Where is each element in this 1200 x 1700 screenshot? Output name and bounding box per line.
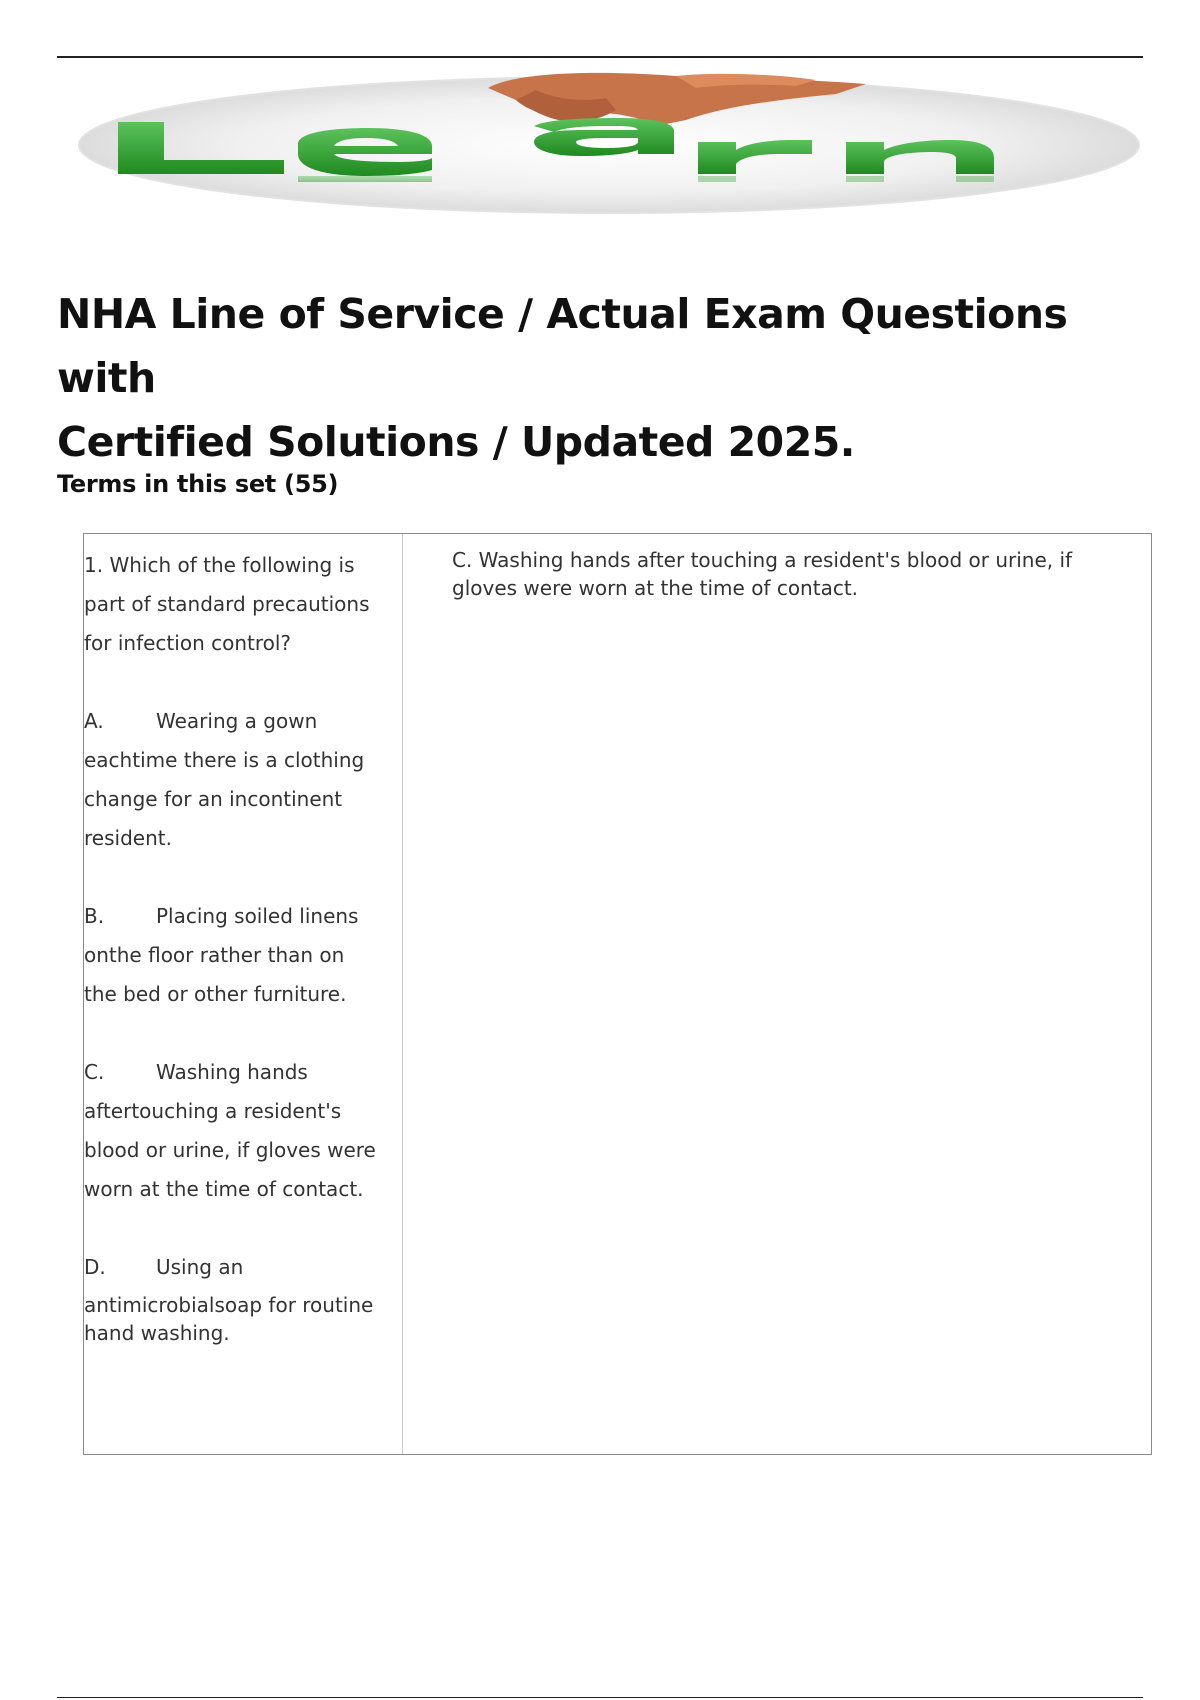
option-d-text: Using an bbox=[156, 1255, 244, 1279]
option-a-text: Wearing a gown bbox=[156, 709, 318, 733]
flashcard bbox=[83, 533, 1152, 1455]
option-a-letter: A. bbox=[84, 709, 104, 733]
document-title-line-1: NHA Line of Service / Actual Exam Questions with bbox=[57, 290, 1068, 402]
top-rule bbox=[57, 56, 1143, 58]
option-c-line: aftertouching a resident's bbox=[84, 1099, 342, 1123]
option-c-line: blood or urine, if gloves were bbox=[84, 1138, 376, 1162]
answer-line: C. Washing hands after touching a resident's blood or urine, if bbox=[452, 548, 1073, 572]
option-b-line: onthe floor rather than on bbox=[84, 943, 345, 967]
option-c-letter: C. bbox=[84, 1060, 105, 1084]
option-c-line bbox=[84, 1053, 384, 1092]
option-d-line: hand washing. bbox=[84, 1321, 230, 1345]
option-a-line bbox=[84, 702, 384, 741]
document-title-line-2: Certified Solutions / Updated 2025. bbox=[57, 418, 855, 466]
learn-logo bbox=[76, 70, 1142, 220]
column-divider bbox=[402, 534, 403, 1454]
option-d-letter: D. bbox=[84, 1255, 106, 1279]
option-b-line bbox=[84, 897, 384, 936]
terms-heading: Terms in this set (55) bbox=[57, 470, 339, 498]
option-d-line bbox=[84, 1248, 384, 1287]
question-line: part of standard precautions bbox=[84, 592, 370, 616]
option-c-text: Washing hands bbox=[156, 1060, 308, 1084]
term-column bbox=[84, 546, 384, 1347]
option-a-line: eachtime there is a clothing bbox=[84, 748, 365, 772]
answer-line: gloves were worn at the time of contact. bbox=[452, 576, 859, 600]
bottom-rule bbox=[57, 1697, 1143, 1698]
question-line: 1. Which of the following is bbox=[84, 553, 355, 577]
option-a-line: change for an incontinent bbox=[84, 787, 343, 811]
question-line: for infection control? bbox=[84, 631, 292, 655]
option-b-text: Placing soiled linens bbox=[156, 904, 359, 928]
definition-column bbox=[452, 546, 1092, 602]
option-b-line: the bed or other furniture. bbox=[84, 982, 347, 1006]
option-d-line: antimicrobialsoap for routine bbox=[84, 1293, 374, 1317]
document-title bbox=[57, 282, 1157, 474]
option-b-letter: B. bbox=[84, 904, 105, 928]
option-c-line: worn at the time of contact. bbox=[84, 1177, 364, 1201]
option-a-line: resident. bbox=[84, 826, 172, 850]
